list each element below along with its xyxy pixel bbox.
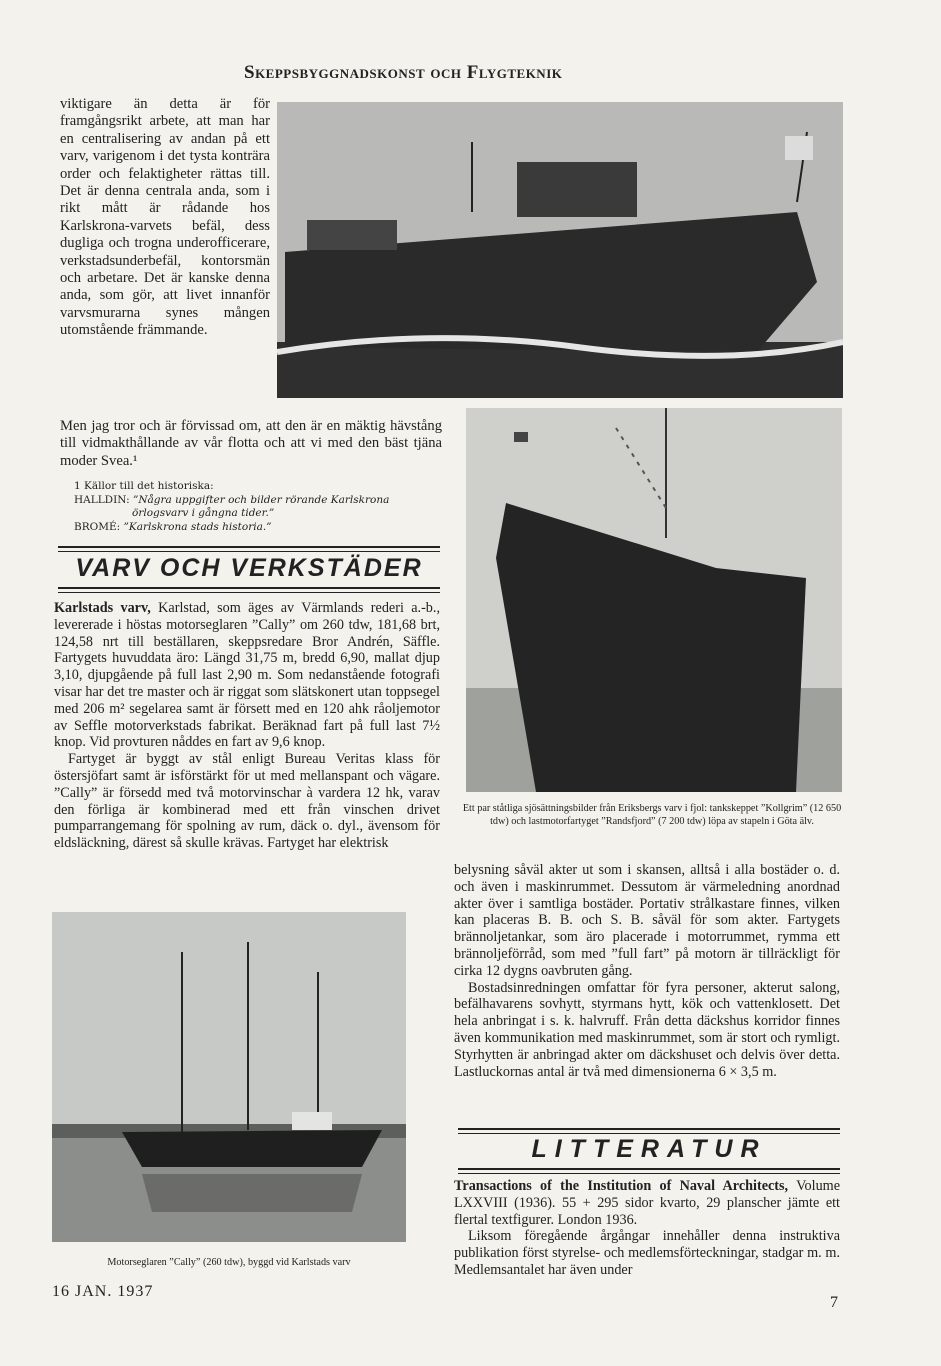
footnote-brome [74, 521, 454, 535]
section2-rule-top [458, 1128, 840, 1130]
caption-cally: Motorseglaren ”Cally” (260 tdw), byggd vid Karlstads varv [107, 1257, 351, 1268]
section-rule-top-thin [58, 551, 440, 552]
intro-column-text: viktigare än detta är för framgångsrikt arbete, att man har en centralisering av andan på ett varv, varigenom i det tysta konträra order och felaktigheter rättas till. Det är denna centrala anda, som i rikt mått är rådande hos Karlskrona-varvets befäl, dess dugliga och trogna underofficerare, verkstadsunderbefäl, kontorsmän och arbetare. Det är kanske denna anda, som gör, att livet innanför varvsmurarna synes mången utomstående främmande. [60, 96, 270, 339]
varv-article-left [54, 600, 440, 852]
footnote-halldin-label: HALLDIN: [74, 493, 130, 506]
litteratur-article [454, 1178, 840, 1279]
intro-continuation-text: Men jag tror och är förvissad om, att den är en mäktig hävstång till vidmakthållande av vår flotta och att vi med den bäst tjäna moder Svea.¹ [60, 418, 442, 469]
footer-date: 16 JAN. 1937 [52, 1283, 154, 1300]
section2-rule-bottom [458, 1168, 840, 1170]
footnote-sources: 1 Källor till det historiska: [74, 480, 214, 492]
varv-right-paragraph-2: Bostadsinredningen omfattar för fyra personer, akterut salong, befälhavarens sovhytt, styrmans hytt, kök och vattenklosett. Det hela anbringat i s. k. halvruff. Från detta däckshus korridor finnes även kommunikation med maskinrummet, som är stort och rymligt. Styrhytten är anbringad akter om däckshuset och delvis över detta. Lastluckornas antal är två med dimensionerna 6 × 3,5 m. [454, 979, 840, 1080]
varv-paragraph-1 [54, 600, 440, 751]
section2-rule-top-thin [458, 1133, 840, 1134]
section-title-litteratur: LITTERATUR [531, 1135, 767, 1163]
page-header: Skeppsbyggnadskonst och Flygteknik [244, 62, 563, 83]
section-title-varv: VARV OCH VERKSTÄDER [75, 554, 423, 582]
varv-paragraph-1-text: Karlstad, som äges av Värmlands rederi a.-b., levererade i höstas motorseglaren ”Cally” om 260 tdw, 181,68 brt, 124,58 nrt till beställaren, skeppsredare Bror Andrén, Säffle. Fartygets huvuddata äro: Längd 31,75 m, bredd 6,90, mallat djup 3,10, djupgående på full last 2,90 m. Som nedanstående fotografi visar har det tre master och är riggat som slätskonert utan toppsegel med 206 m² segelarea samt är försett med en 120 ahk råoljemotor av Seffle motorverkstads fabrikat. Beräknad fart på full last 7½ knop. Vid provturen nåddes en fart av 9,6 knop. [54, 600, 440, 751]
section-rule-bottom-thin [58, 592, 440, 593]
caption-launch-photos: Ett par ståtliga sjösättningsbilder från Eriksbergs varv i fjol: tankskeppet ”Kollgrim” (12 650 tdw) och lastmotorfartyget ”Randsfjord” (7 200 tdw) löpa av stapeln i Göta älv. [462, 803, 842, 827]
varv-bold-lead: Karlstads varv, [54, 600, 151, 616]
section-rule-bottom [58, 587, 440, 589]
litteratur-paragraph-1 [454, 1178, 840, 1228]
footer-page-number: 7 [830, 1294, 838, 1311]
litteratur-bold-title: Transactions of the Institution of Naval Architects, [454, 1178, 789, 1194]
section2-rule-bottom-thin [458, 1173, 840, 1174]
footnote-halldin-title-cont: örlogsvarv i gångna tider.” [132, 507, 275, 519]
varv-right-paragraph-1: belysning såväl akter ut som i skansen, alltså i alla bostäder o. d. och även i maskinrummet. Dessutom är värmeledning anordnad akter över i samtliga bostäder. Portativ strålkastare finnes, vilken kan placeras B. B. och S. B. såväl för som akter. Fartygets brännoljetankar, som äro placerade i motorrummet, rymma ett brännoljeförråd, som med ”full fart” på motorn är tillräckligt för cirka 12 dygns oavbruten gång. [454, 862, 840, 979]
litteratur-paragraph-1-text: Volume LXXVIII (1936). 55 + 295 sidor kvarto, 29 planscher jämte ett flertal textfigurer. London 1936. [454, 1178, 840, 1228]
photo-cally [52, 912, 406, 1242]
photo-randsfjord-launch [466, 408, 842, 792]
varv-paragraph-2: Fartyget är byggt av stål enligt Bureau Veritas klass för östersjöfart samt är isförstärkt för ut med mellanspant och vägare. ”Cally” är försedd med två motorvinschar à vardera 12 hk, varav den förliga är kombinerad med ett från vinschen drivet pumparrangemang för spolning av rum, däck o. dyl., ävensom för eldsläckning, därest så skulle krävas. Fartyget har elektrisk [54, 751, 440, 852]
section-rule-top [58, 546, 440, 548]
footnote-brome-label: BROMÉ: [74, 520, 121, 533]
litteratur-paragraph-2: Liksom föregående årgångar innehåller denna instruktiva publikation först styrelse- och medlemsförteckningar, stadgar m. m. Medlemsantalet har även under [454, 1228, 840, 1278]
footnote-halldin [74, 494, 454, 508]
footnote-halldin-title: ”Några uppgifter och bilder rörande Karlskrona [132, 493, 390, 506]
footnotes [74, 480, 454, 534]
photo-tanker-launch [277, 102, 843, 398]
varv-article-right [454, 862, 840, 1080]
footnote-brome-title: ”Karlskrona stads historia.” [123, 520, 272, 533]
